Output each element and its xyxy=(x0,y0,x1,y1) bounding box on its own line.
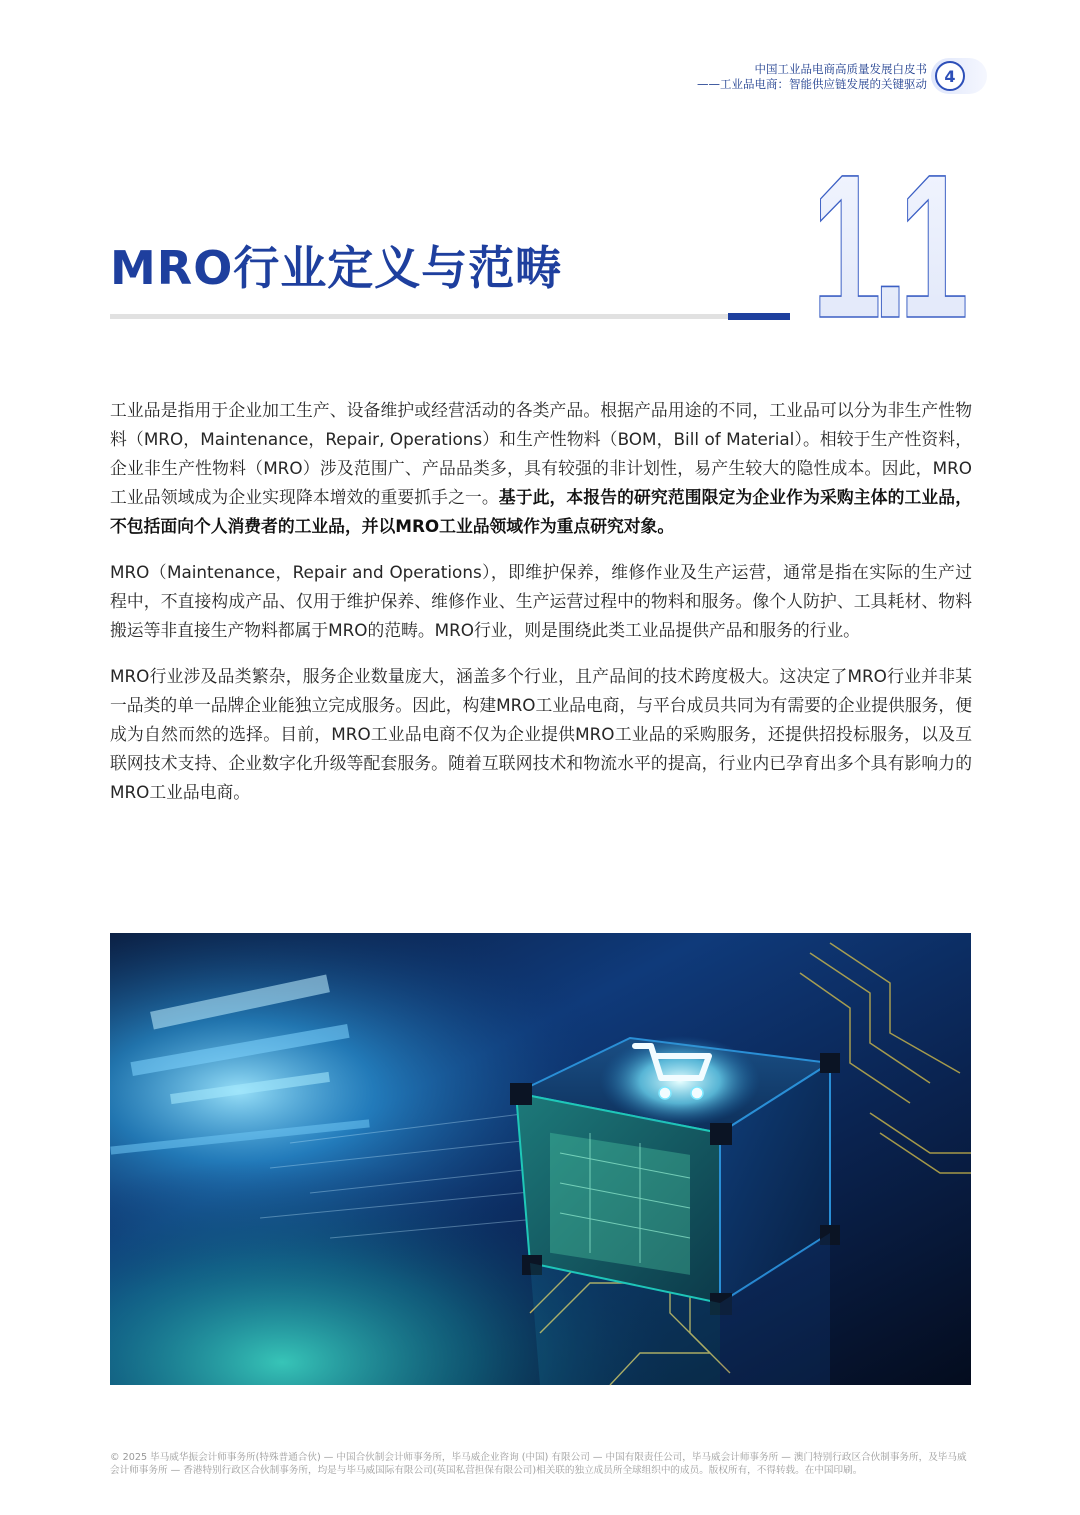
header-title: 中国工业品电商高质量发展白皮书 xyxy=(754,62,927,76)
paragraph: MRO（Maintenance，Repair and Operations），即维护保养，维修作业及生产运营，通常是指在实际的生产过程中，不直接构成产品、仅用于维护保养、维修作业、生产运营过程中的物料和服务。像个人防护、工具耗材、物料搬运等非直接生产物料都属于MRO的范畴。MRO行业，则是围绕此类工业品提供产品和服务的行业。 xyxy=(110,562,972,640)
paragraph xyxy=(110,396,972,541)
paragraph-emphasis: 基于此，本报告的研究范围限定为企业作为采购主体的工业品，不包括面向个人消费者的工业品，并以MRO工业品领域作为重点研究对象。 xyxy=(110,487,972,536)
footer-copyright: © 2025 毕马威华振会计师事务所(特殊普通合伙) — 中国合伙制会计师事务所，毕马威企业咨询 (中国) 有限公司 — 中国有限责任公司，毕马威会计师事务所 — 澳门特别行政区合伙制事务所，及毕马威会计师事务所 — 香港特别行政区合伙制事务所，均是与毕马威国际有限公司(英国私营担保有限公司)相关联的独立成员所全球组织中的成员。版权所有，不得转载。在中国印刷。 xyxy=(110,1452,967,1476)
title-underline-accent xyxy=(728,313,790,320)
header-subtitle: ——工业品电商：智能供应链发展的关键驱动 xyxy=(697,77,927,91)
illustration-photo xyxy=(110,933,971,1385)
paragraph-text: 工业品是指用于企业加工生产、设备维护或经营活动的各类产品。根据产品用途的不同，工业品可以分为非生产性物料（MRO，Maintenance，Repair, Operations）和生产性物料（BOM，Bill of Material）。相较于生产性资料，企业非生产性物料（MRO）涉及范围广、产品品类多，具有较强的非计划性，易产生较大的隐性成本。因此，MRO工业品领域成为企业实现降本增效的重要抓手之一。 xyxy=(110,400,972,507)
paragraph: MRO行业涉及品类繁杂，服务企业数量庞大，涵盖多个行业，且产品间的技术跨度极大。这决定了MRO行业并非某一品类的单一品牌企业能独立完成服务。因此，构建MRO工业品电商，与平台成员共同为有需要的企业提供服务，便成为自然而然的选择。目前，MRO工业品电商不仅为企业提供MRO工业品的采购服务，还提供招投标服务，以及互联网技术支持、企业数字化升级等配套服务。随着互联网技术和物流水平的提高，行业内已孕育出多个具有影响力的MRO工业品电商。 xyxy=(110,666,972,802)
running-header xyxy=(697,62,927,92)
title-underline xyxy=(110,314,728,319)
page-title: MRO行业定义与范畴 xyxy=(110,241,563,295)
section-number-graphic xyxy=(812,132,966,361)
body-text xyxy=(110,396,972,824)
page-number: 4 xyxy=(935,61,965,91)
section-number: 1.1 xyxy=(812,132,966,361)
